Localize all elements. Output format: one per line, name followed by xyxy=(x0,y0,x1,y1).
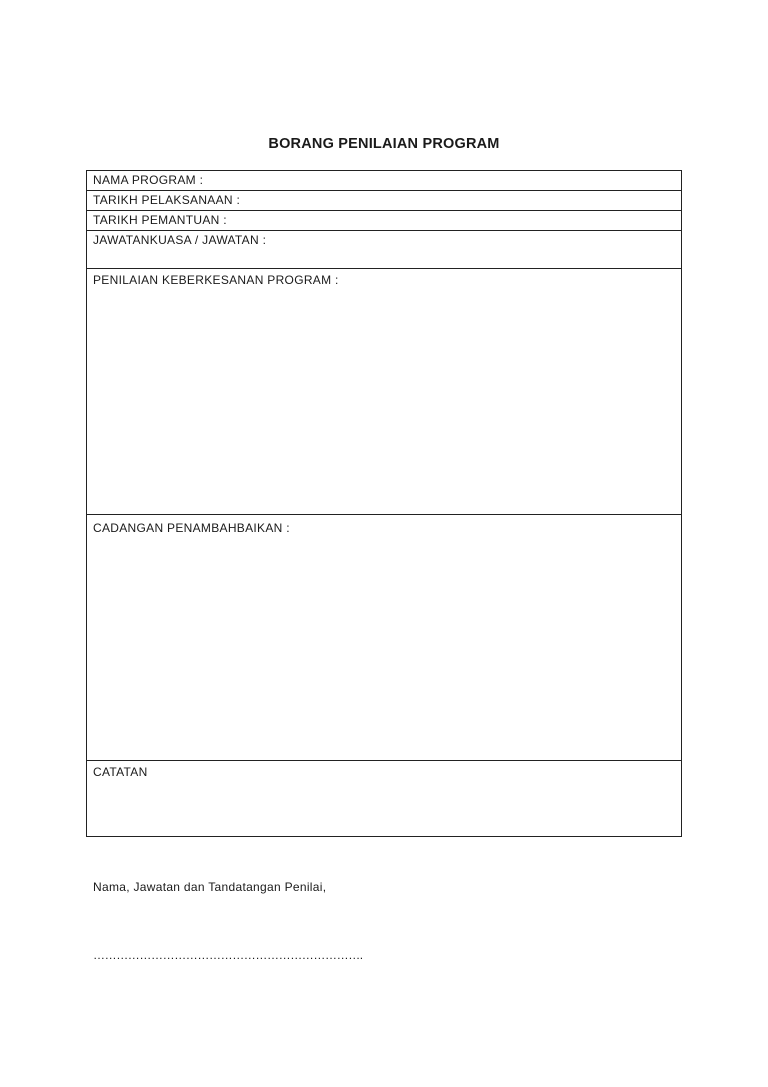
row-cadangan xyxy=(87,515,682,761)
nama-program-field[interactable]: NAMA PROGRAM : xyxy=(87,171,682,191)
row-penilaian xyxy=(87,269,682,515)
tarikh-pelaksanaan-field[interactable]: TARIKH PELAKSANAAN : xyxy=(87,191,682,211)
row-jawatankuasa xyxy=(87,231,682,269)
row-nama-program xyxy=(87,171,682,191)
row-tarikh-pemantuan xyxy=(87,211,682,231)
jawatankuasa-field[interactable]: JAWATANKUASA / JAWATAN : xyxy=(87,231,682,269)
catatan-field[interactable]: CATATAN xyxy=(87,761,682,837)
row-tarikh-pelaksanaan xyxy=(87,191,682,211)
evaluation-form-table xyxy=(86,170,682,837)
penilaian-field[interactable]: PENILAIAN KEBERKESANAN PROGRAM : xyxy=(87,269,682,515)
cadangan-field[interactable]: CADANGAN PENAMBAHBAIKAN : xyxy=(87,515,682,761)
signature-label: Nama, Jawatan dan Tandatangan Penilai, xyxy=(93,880,327,894)
row-catatan xyxy=(87,761,682,837)
form-title: BORANG PENILAIAN PROGRAM xyxy=(268,136,500,152)
signature-line[interactable]: ……………………………………………………………. xyxy=(93,948,363,962)
tarikh-pemantuan-field[interactable]: TARIKH PEMANTUAN : xyxy=(87,211,682,231)
